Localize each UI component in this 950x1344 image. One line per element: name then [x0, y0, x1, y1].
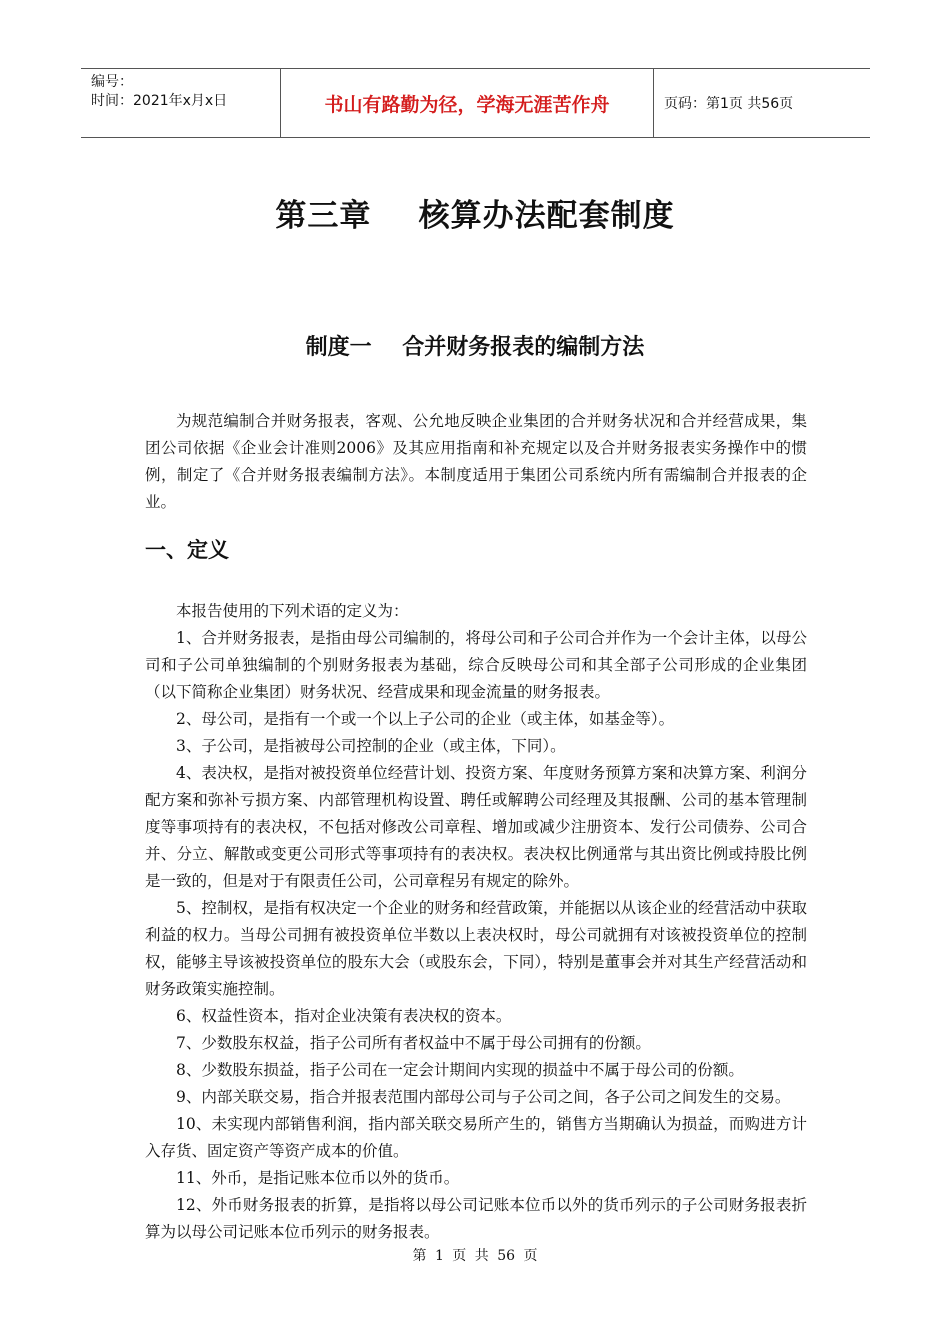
- definition-item: 1、合并财务报表，是指由母公司编制的，将母公司和子公司合并作为一个会计主体，以母公司和子公司单独编制的个别财务报表为基础，综合反映母公司和其全部子公司形成的企业集团（以下简称企业集团）财务状况、经营成果和现金流量的财务报表。: [145, 629, 807, 701]
- definition-item: 12、外币财务报表的折算，是指将以母公司记账本位币以外的货币列示的子公司财务报表折算为以母公司记账本位币列示的财务报表。: [145, 1196, 807, 1241]
- definitions-heading: 一、定义: [145, 538, 229, 562]
- definitions-list: [145, 598, 807, 1246]
- header-page-info: 页码：第1页 共56页: [664, 96, 794, 112]
- definition-item: 3、子公司，是指被母公司控制的企业（或主体，下同）。: [176, 737, 566, 755]
- definition-item: 2、母公司，是指有一个或一个以上子公司的企业（或主体，如基金等）。: [176, 710, 675, 728]
- definition-item: 7、少数股东权益，指子公司所有者权益中不属于母公司拥有的份额。: [176, 1034, 651, 1052]
- chapter-title: 第三章 核算办法配套制度: [275, 198, 675, 234]
- definitions-lead: 本报告使用的下列术语的定义为：: [176, 602, 409, 620]
- number-label: 编号：: [91, 74, 133, 90]
- definition-item: 11、外币，是指记账本位币以外的货币。: [176, 1169, 460, 1187]
- definition-item: 6、权益性资本，指对企业决策有表决权的资本。: [176, 1007, 512, 1025]
- header-left-cell: [81, 69, 281, 137]
- date-label: 时间：2021年x月x日: [91, 93, 228, 109]
- page-header: [81, 68, 870, 138]
- definition-item: 10、未实现内部销售利润，指内部关联交易所产生的，销售方当期确认为损益，而购进方计入存货、固定资产等资产成本的价值。: [145, 1115, 807, 1160]
- header-motto: 书山有路勤为径，学海无涯苦作舟: [281, 69, 654, 137]
- intro-paragraph: 为规范编制合并财务报表，客观、公允地反映企业集团的合并财务状况和合并经营成果，集团公司依据《企业会计准则2006》及其应用指南和补充规定以及合并财务报表实务操作中的惯例，制定了《合并财务报表编制方法》。本制度适用于集团公司系统内所有需编制合并报表的企业。: [145, 412, 807, 511]
- definition-item: 9、内部关联交易，指合并报表范围内部母公司与子公司之间，各子公司之间发生的交易。: [176, 1088, 791, 1106]
- definition-item: 5、控制权，是指有权决定一个企业的财务和经营政策，并能据以从该企业的经营活动中获取利益的权力。当母公司拥有被投资单位半数以上表决权时，母公司就拥有对该被投资单位的控制权，能够主导该被投资单位的股东大会（或股东会，下同），特别是董事会并对其生产经营活动和财务政策实施控制。: [145, 899, 807, 998]
- definition-item: 4、表决权，是指对被投资单位经营计划、投资方案、年度财务预算方案和决算方案、利润分配方案和弥补亏损方案、内部管理机构设置、聘任或解聘公司经理及其报酬、公司的基本管理制度等事项持有的表决权，不包括对修改公司章程、增加或减少注册资本、发行公司债券、公司合并、分立、解散或变更公司形式等事项持有的表决权。表决权比例通常与其出资比例或持股比例是一致的，但是对于有限责任公司，公司章程另有规定的除外。: [145, 764, 807, 890]
- page-footer: 第 1 页 共 56 页: [412, 1248, 538, 1264]
- definition-item: 8、少数股东损益，指子公司在一定会计期间内实现的损益中不属于母公司的份额。: [176, 1061, 744, 1079]
- section-title: 制度一 合并财务报表的编制方法: [305, 335, 645, 360]
